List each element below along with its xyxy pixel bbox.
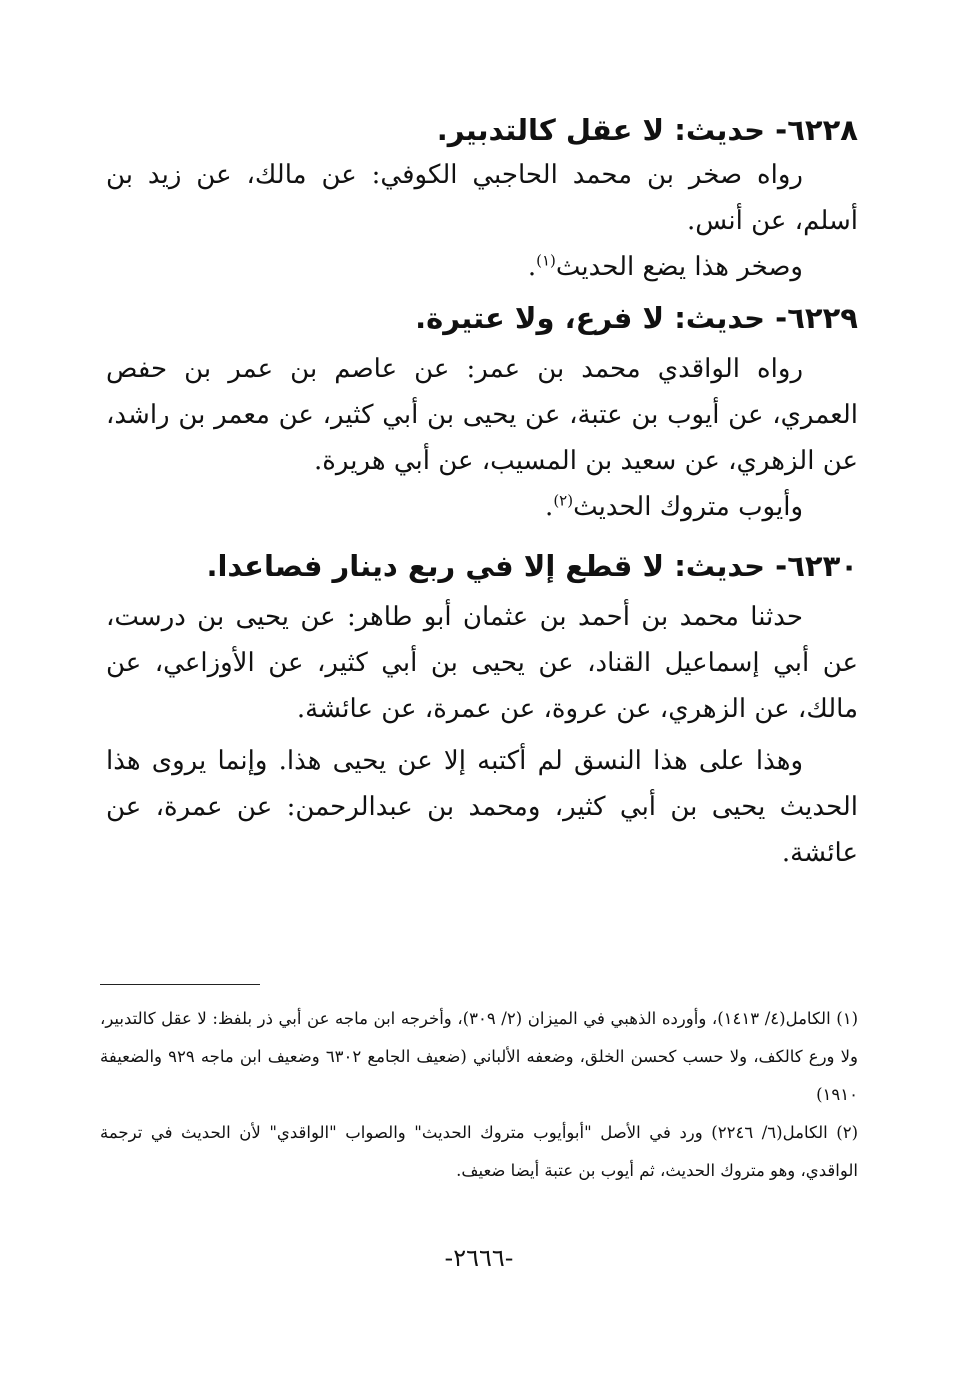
- main-text: [106, 108, 858, 876]
- note-text: وأيوب متروك الحديث: [573, 492, 803, 522]
- footnote-1: (١) الكامل(٤/ ١٤١٣)، وأورده الذهبي في الميزان (٢/ ٣٠٩)، وأخرجه ابن ماجه عن أبي ذر بلفظ: لا عقل كالتدبير، ولا ورع كالكف، ولا حسب كحسن الخلق، وضعفه الألباني (ضعيف الجامع ٦٣٠٢ وضعيف ابن ماجه ٩٢٩ والضعيفة ١٩١٠): [100, 1009, 859, 1104]
- note-text: وصخر هذا يضع الحديث: [555, 252, 803, 282]
- footnote-ref-1[interactable]: (١): [536, 251, 556, 270]
- footnote-divider: [100, 984, 260, 985]
- hadith-heading-6230: ٦٢٣٠- حديث: لا قطع إلا في ربع دينار فصاعدا.: [206, 549, 858, 583]
- page-number: -٢٦٦٦-: [444, 1244, 514, 1272]
- hadith-6230-commentary: وهذا على هذا النسق لم أكتبه إلا عن يحيى هذا. وإنما يروى هذا الحديث يحيى بن أبي كثير، ومحمد بن عبدالرحمن: عن عمرة، عن عائشة.: [106, 746, 858, 868]
- hadith-6228-chain: رواه صخر بن محمد الحاجبي الكوفي: عن مالك، عن زيد بن أسلم، عن أنس.: [106, 160, 858, 236]
- hadith-6229-chain: رواه الواقدي محمد بن عمر: عن عاصم بن عمر بن حفص العمري، عن أيوب بن عتبة، عن يحيى بن أبي كثير، عن معمر بن راشد، عن الزهري، عن سعيد بن المسيب، عن أبي هريرة.: [106, 354, 858, 476]
- footnote-ref-2[interactable]: (٢): [553, 491, 574, 510]
- hadith-6228-note: وصخر هذا يضع الحديث$^{(١)}$.: [527, 251, 803, 282]
- hadith-heading-6228: ٦٢٢٨- حديث: لا عقل كالتدبير.: [436, 113, 858, 147]
- footnotes: [100, 1000, 858, 1190]
- footnote-2: (٢) الكامل(٦/ ٢٢٤٦) ورد في الأصل "أبوأيوب متروك الحديث" والصواب "الواقدي" لأن الحديث في ترجمة الواقدي، وهو متروك الحديث، ثم أيوب بن عتبة أيضا ضعيف.: [100, 1123, 858, 1180]
- hadith-heading-6229: ٦٢٢٩- حديث: لا فرع، ولا عتيرة.: [415, 301, 858, 335]
- hadith-6230-chain: حدثنا محمد بن أحمد بن عثمان أبو طاهر: عن يحيى بن درست، عن أبي إسماعيل القناد، عن يحيى بن أبي كثير، عن الأوزاعي، عن مالك، عن الزهري، عن عروة، عن عمرة، عن عائشة.: [106, 602, 858, 724]
- hadith-6229-note: وأيوب متروك الحديث$^{(٢)}$.: [545, 491, 803, 522]
